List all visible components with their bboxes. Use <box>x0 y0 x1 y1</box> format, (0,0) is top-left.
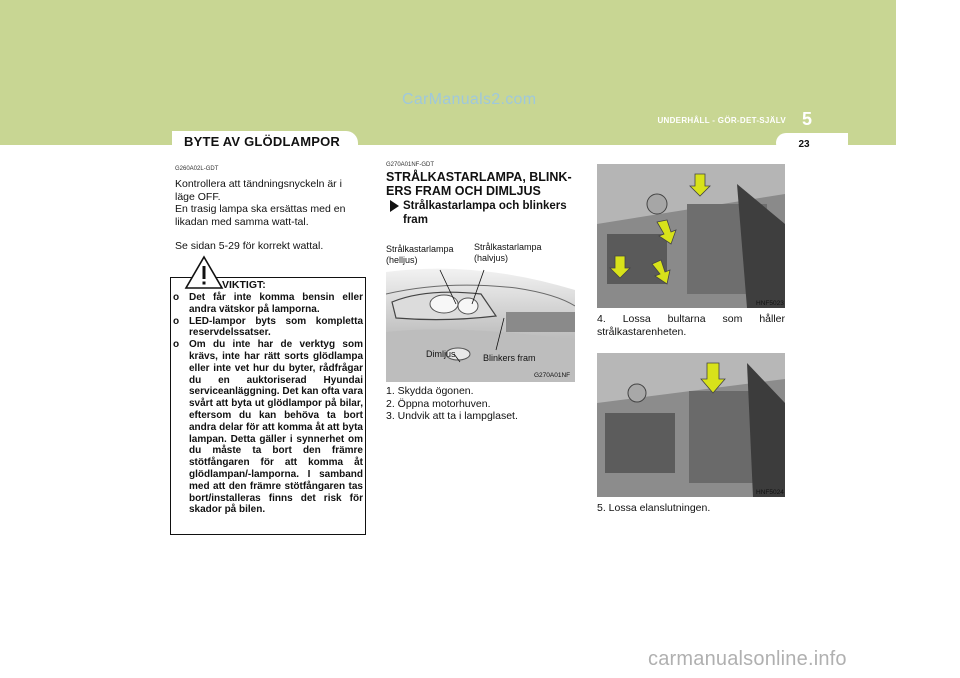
warning-triangle-icon <box>184 255 224 290</box>
watermark-top[interactable]: CarManuals2.com <box>402 91 537 108</box>
header-margin <box>896 0 960 145</box>
bolts-photo <box>597 164 785 308</box>
warning-text: Om du inte har de verktyg som krävs, inte har rätt sorts glödlampa eller inte vet hur du byter, rådfrågar du en auktoriserad Hyundai serviceanläggning. Det kan ofta vara svårt att byta ut glödlampor på bilar, eftersom du kan behöva ta bort andra delar för att komma åt att byta lampan. Detta gäller i synnerhet om du måste ta bort den främre stötfångaren för att komma åt glödlampan/-lamporna. I samband med att den främre stötfångaren tas bort/installeras finns det risk för skador på bilen. <box>189 339 363 516</box>
section-code: G260A02L-GDT <box>175 166 219 172</box>
watermark-footer[interactable]: carmanualsonline.info <box>648 648 847 670</box>
warning-list <box>173 292 363 516</box>
paragraph-wattage: En trasig lampa ska ersättas med en likadan med samma watt-tal. <box>175 203 346 228</box>
step-item: 2. Öppna motorhuven. <box>386 397 491 410</box>
bullet: o <box>173 315 180 327</box>
subheading <box>386 199 576 227</box>
left-column <box>175 166 363 253</box>
step-item: 3. Undvik att ta i lampglaset. <box>386 410 518 422</box>
headlamp-figure <box>386 232 575 382</box>
section-title: BYTE AV GLÖDLAMPOR <box>184 134 340 149</box>
paragraph-reference: Se sidan 5-29 för korrekt wattal. <box>175 240 324 252</box>
section-heading: STRÅLKASTARLAMPA, BLINK-ERS FRAM OCH DIMLJUS <box>386 170 572 198</box>
steps-list <box>386 385 576 423</box>
figure-code: HNF5024 <box>756 489 784 496</box>
label-high-beam: Strålkastarlampa (helljus) <box>386 244 454 265</box>
label-turn-signal: Blinkers fram <box>483 353 536 363</box>
label-fog-light: Dimljus <box>426 349 456 359</box>
subheading-text: Strålkastarlampa och blinkers fram <box>403 200 567 226</box>
section-code: G270A01NF-GDT <box>386 162 435 168</box>
warning-item <box>173 292 363 316</box>
figure-code: HNF5023 <box>756 300 784 307</box>
step-4-caption: 4. Lossa bultarna som håller strålkastarenheten. <box>597 313 785 338</box>
paragraph-ignition: Kontrollera att tändningsnyckeln är i läge OFF. <box>175 178 342 203</box>
bullet: o <box>173 339 180 351</box>
page-number: 23 <box>798 139 810 150</box>
warning-title: VIKTIGT: <box>222 279 266 291</box>
arrow-right-icon <box>390 200 399 212</box>
warning-item <box>173 339 363 516</box>
bolts-figure <box>597 164 785 308</box>
step-5-caption: 5. Lossa elanslutningen. <box>597 502 711 514</box>
warning-text: LED-lampor byts som kompletta reservdelssatser. <box>189 315 363 339</box>
connector-photo <box>597 353 785 497</box>
bullet: o <box>173 292 180 303</box>
chapter-number: 5 <box>801 109 812 129</box>
warning-text: Det får inte komma bensin eller andra vätskor på lamporna. <box>189 292 363 315</box>
chapter-title: UNDERHÅLL - GÖR-DET-SJÄLV <box>657 116 786 125</box>
warning-item <box>173 316 363 340</box>
middle-column <box>386 162 576 227</box>
connector-figure <box>597 353 785 497</box>
step-item: 1. Skydda ögonen. <box>386 385 474 397</box>
label-low-beam: Strålkastarlampa (halvjus) <box>474 242 542 263</box>
figure-code: G270A01NF <box>534 372 571 379</box>
